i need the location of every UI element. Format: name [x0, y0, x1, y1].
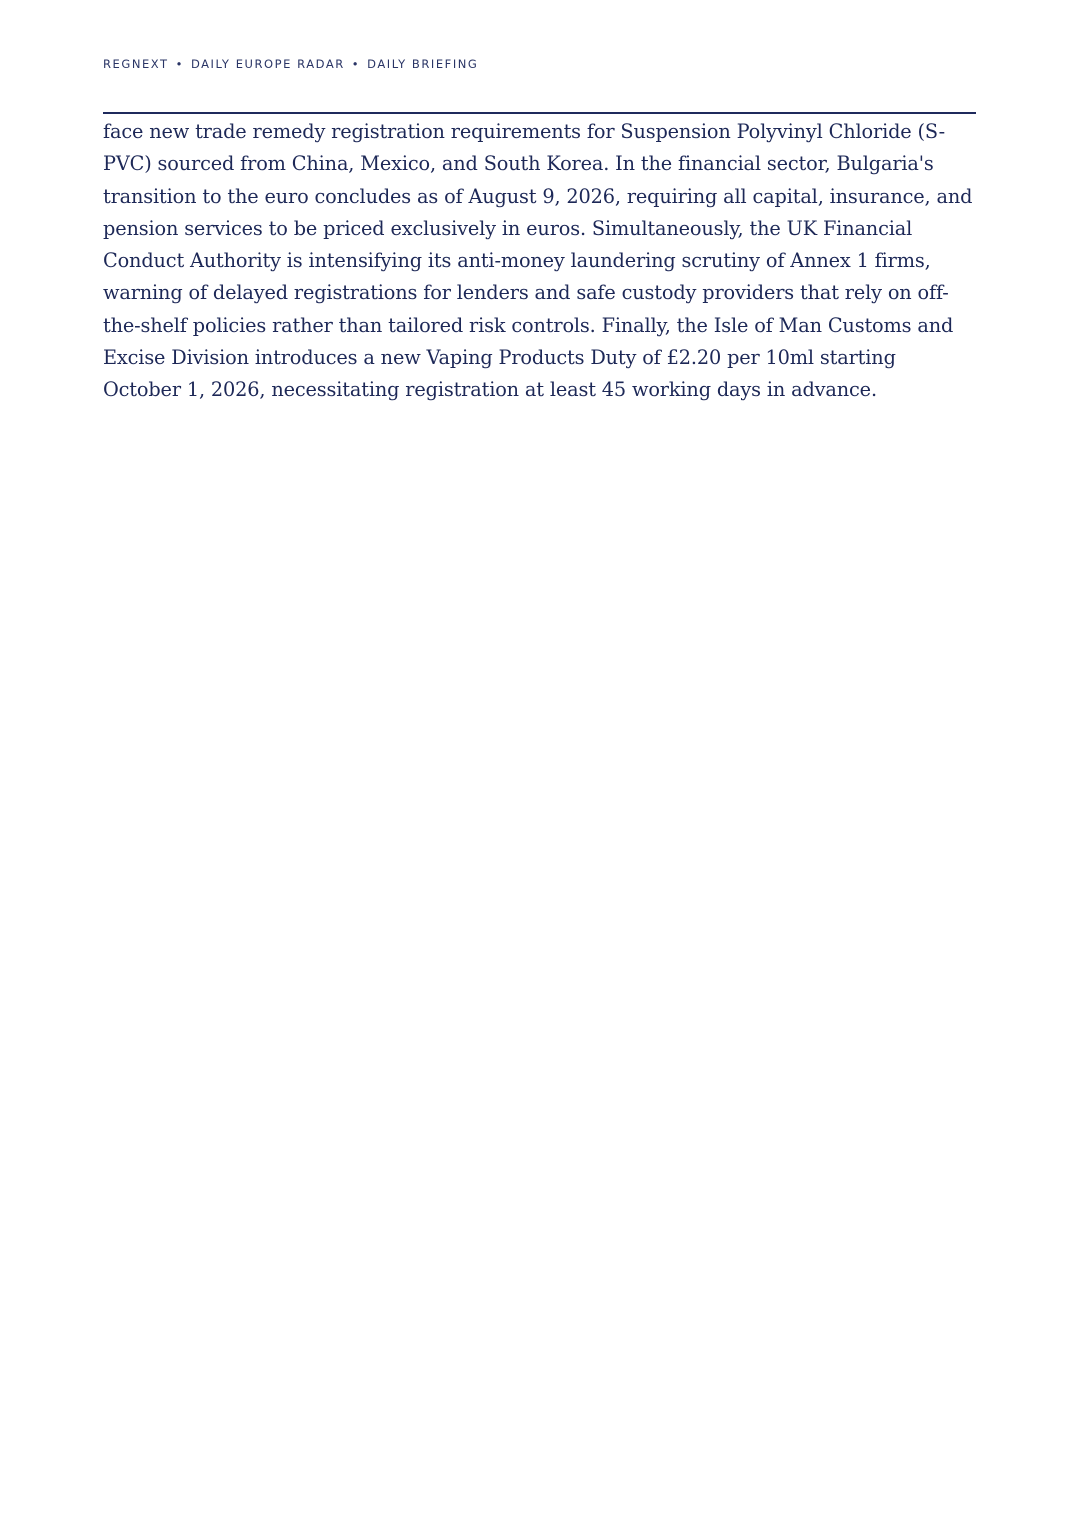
- section-label: DAILY EUROPE RADAR: [190, 57, 345, 71]
- header-divider: [103, 112, 976, 114]
- subsection-label: DAILY BRIEFING: [367, 57, 479, 71]
- body-paragraph: face new trade remedy registration requirements for Suspension Polyvinyl Chloride (S-PVC) sourced from China, Mexico, and South Korea. In the financial sector, Bulgaria's transition to the euro concludes as of August 9, 2026, requiring all capital, insurance, and pension services to be priced exclusively in euros. Simultaneously, the UK Financial Conduct Authority is intensifying its anti-money laundering scrutiny of Annex 1 firms, warning of delayed registrations for lenders and safe custody providers that rely on off-the-shelf policies rather than tailored risk controls. Finally, the Isle of Man Customs and Excise Division introduces a new Vaping Products Duty of £2.20 per 10ml starting October 1, 2026, necessitating registration at least 45 working days in advance.: [103, 120, 973, 402]
- brand-label: REGNEXT: [103, 57, 169, 71]
- running-header: [103, 56, 976, 72]
- header-separator: •: [351, 57, 361, 71]
- header-separator: •: [175, 57, 184, 71]
